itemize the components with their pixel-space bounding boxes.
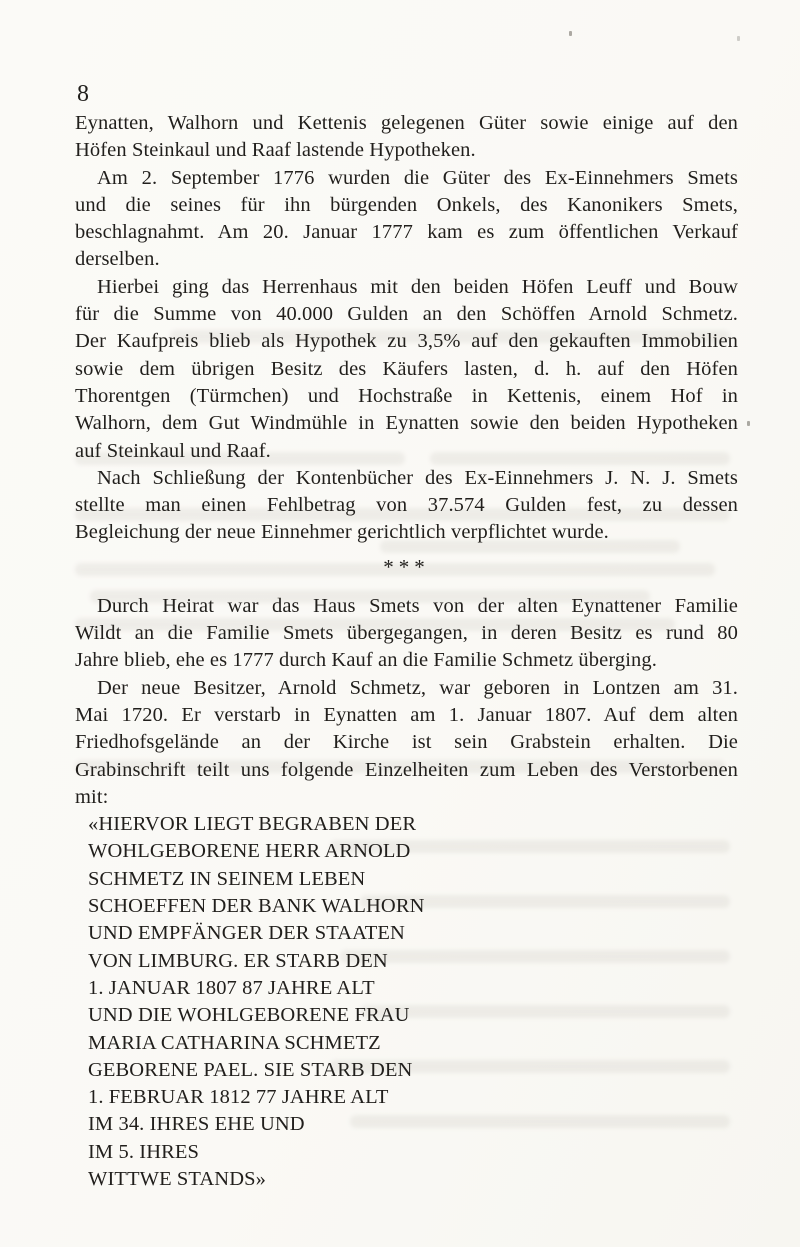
text-line: Der neue Besitzer, Arnold Schmetz, war geboren in Lontzen am 31.: [97, 676, 738, 699]
paragraph: [75, 593, 738, 675]
text-line: WOHLGEBORENE HERR ARNOLD: [88, 840, 411, 863]
text-line: stellte man einen Fehlbetrag von 37.574 Gulden fest, zu dessen: [75, 494, 738, 517]
text-line: VON LIMBURG. ER STARB DEN: [88, 949, 388, 972]
text-line: auf Steinkaul und Raaf.: [75, 439, 271, 462]
text-line: Durch Heirat war das Haus Smets von der alten Eynattener Familie: [97, 594, 738, 617]
text-line: Eynatten, Walhorn und Kettenis gelegenen Güter sowie einige auf den: [75, 112, 738, 134]
text-line: IM 5. IHRES: [88, 1140, 200, 1163]
text-line: GEBORENE PAEL. SIE STARB DEN: [88, 1058, 413, 1081]
page-number: 8: [77, 81, 89, 107]
text-line: Nach Schließung der Kontenbücher des Ex-Einnehmers J. N. J. Smets: [97, 466, 738, 489]
paragraph: [75, 465, 738, 547]
text-line: Wildt an die Familie Smets übergegangen, in deren Besitz es rund 80: [75, 622, 738, 645]
text-line: sowie dem übrigen Besitz des Käufers lasten, d. h. auf den Höfen: [75, 357, 738, 380]
section-separator: ***: [383, 554, 430, 579]
text-line: Walhorn, dem Gut Windmühle in Eynatten sowie den beiden Hypotheken: [75, 412, 738, 435]
text-line: beschlagnahmt. Am 20. Januar 1777 kam es zum öffentlichen Verkauf: [75, 221, 738, 244]
text-column: [75, 110, 738, 1193]
text-line: Der Kaufpreis blieb als Hypothek zu 3,5% auf den gekauften Immobilien: [75, 330, 738, 353]
paragraph: [75, 675, 738, 811]
scan-speck: [569, 31, 572, 36]
text-line: MARIA CATHARINA SCHMETZ: [88, 1031, 381, 1054]
scan-speck: [737, 36, 740, 41]
text-line: IM 34. IHRES EHE UND: [88, 1113, 305, 1136]
paragraph: [75, 274, 738, 465]
text-line: UND DIE WOHLGEBORENE FRAU: [88, 1004, 410, 1027]
text-line: «HIERVOR LIEGT BEGRABEN DER: [88, 813, 417, 836]
text-line: 1. JANUAR 1807 87 JAHRE ALT: [88, 976, 375, 999]
text-line: SCHMETZ IN SEINEM LEBEN: [88, 867, 366, 890]
text-line: Thorentgen (Türmchen) und Hochstraße in Kettenis, einem Hof in: [75, 384, 738, 407]
text-line: Hierbei ging das Herrenhaus mit den beiden Höfen Leuff und Bouw: [97, 275, 738, 298]
paragraph: [75, 110, 738, 165]
text-line: Höfen Steinkaul und Raaf lastende Hypotheken.: [75, 139, 476, 162]
text-line: Mai 1720. Er verstarb in Eynatten am 1. Januar 1807. Auf dem alten: [75, 703, 738, 726]
paragraph: [75, 165, 738, 274]
text-line: Begleichung der neue Einnehmer gerichtlich verpflichtet wurde.: [75, 521, 609, 544]
text-line: für die Summe von 40.000 Gulden an den Schöffen Arnold Schmetz.: [75, 303, 738, 326]
text-line: Jahre blieb, ehe es 1777 durch Kauf an die Familie Schmetz überging.: [75, 649, 657, 672]
scan-speck: [747, 421, 750, 426]
text-line: derselben.: [75, 248, 160, 271]
text-line: Am 2. September 1776 wurden die Güter des Ex-Einnehmers Smets: [97, 166, 738, 189]
text-line: UND EMPFÄNGER DER STAATEN: [88, 922, 405, 945]
grave-inscription: [88, 811, 738, 1193]
text-line: Friedhofsgelände an der Kirche ist sein Grabstein erhalten. Die: [75, 731, 738, 754]
text-line: mit:: [75, 785, 109, 808]
text-line: Grabinschrift teilt uns folgende Einzelheiten zum Leben des Verstorbenen: [75, 758, 738, 781]
text-line: WITTWE STANDS»: [88, 1167, 266, 1190]
text-line: SCHOEFFEN DER BANK WALHORN: [88, 895, 425, 918]
text-line: und die seines für ihn bürgenden Onkels, des Kanonikers Smets,: [75, 193, 738, 216]
text-line: 1. FEBRUAR 1812 77 JAHRE ALT: [88, 1086, 389, 1109]
